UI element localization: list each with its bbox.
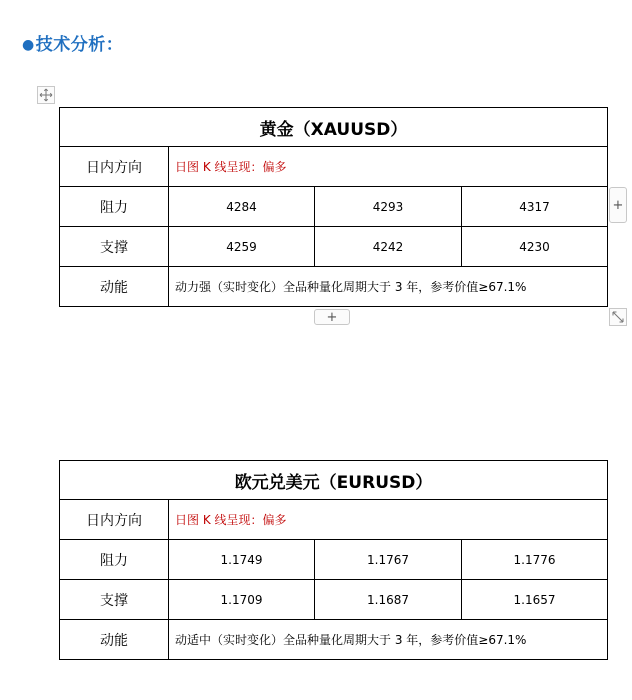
direction-value[interactable]: 日图 K 线呈现：偏多 — [169, 147, 608, 187]
resistance-value[interactable]: 1.1767 — [315, 540, 462, 580]
direction-value[interactable]: 日图 K 线呈现：偏多 — [169, 500, 608, 540]
move-icon — [39, 88, 53, 102]
resistance-value[interactable]: 4317 — [462, 187, 608, 227]
momentum-label[interactable]: 动能 — [60, 620, 169, 660]
add-row-button[interactable]: + — [314, 309, 350, 325]
support-value[interactable]: 4259 — [169, 227, 315, 267]
momentum-label[interactable]: 动能 — [60, 267, 169, 307]
resistance-row — [60, 187, 608, 227]
support-value[interactable]: 4230 — [462, 227, 608, 267]
eurusd-table — [59, 460, 608, 660]
heading-text: 技术分析： — [35, 35, 124, 55]
support-label[interactable]: 支撑 — [60, 580, 169, 620]
table-resize-handle[interactable] — [609, 308, 627, 326]
direction-label[interactable]: 日内方向 — [60, 147, 169, 187]
table-title-row — [60, 108, 608, 147]
direction-label[interactable]: 日内方向 — [60, 500, 169, 540]
resistance-row — [60, 540, 608, 580]
resistance-label[interactable]: 阻力 — [60, 187, 169, 227]
momentum-row — [60, 620, 608, 660]
resistance-value[interactable]: 4284 — [169, 187, 315, 227]
support-value[interactable]: 1.1657 — [462, 580, 608, 620]
support-value[interactable]: 4242 — [315, 227, 462, 267]
gold-table — [59, 107, 608, 307]
support-label[interactable]: 支撑 — [60, 227, 169, 267]
table-title-row — [60, 461, 608, 500]
support-row — [60, 580, 608, 620]
section-heading — [22, 30, 123, 55]
momentum-row — [60, 267, 608, 307]
table-move-handle[interactable] — [37, 86, 55, 104]
add-column-button[interactable]: + — [609, 187, 627, 223]
support-value[interactable]: 1.1687 — [315, 580, 462, 620]
direction-row — [60, 500, 608, 540]
heading-bullet: ● — [22, 37, 35, 53]
table-title[interactable]: 欧元兑美元（EURUSD） — [60, 461, 608, 500]
direction-row — [60, 147, 608, 187]
support-row — [60, 227, 608, 267]
momentum-value[interactable]: 动适中（实时变化）全品种量化周期大于 3 年，参考价值≥67.1% — [169, 620, 608, 660]
momentum-value[interactable]: 动力强（实时变化）全品种量化周期大于 3 年，参考价值≥67.1% — [169, 267, 608, 307]
resistance-value[interactable]: 1.1776 — [462, 540, 608, 580]
support-value[interactable]: 1.1709 — [169, 580, 315, 620]
resistance-label[interactable]: 阻力 — [60, 540, 169, 580]
resistance-value[interactable]: 4293 — [315, 187, 462, 227]
resistance-value[interactable]: 1.1749 — [169, 540, 315, 580]
table-title[interactable]: 黄金（XAUUSD） — [60, 108, 608, 147]
resize-icon — [612, 311, 624, 323]
